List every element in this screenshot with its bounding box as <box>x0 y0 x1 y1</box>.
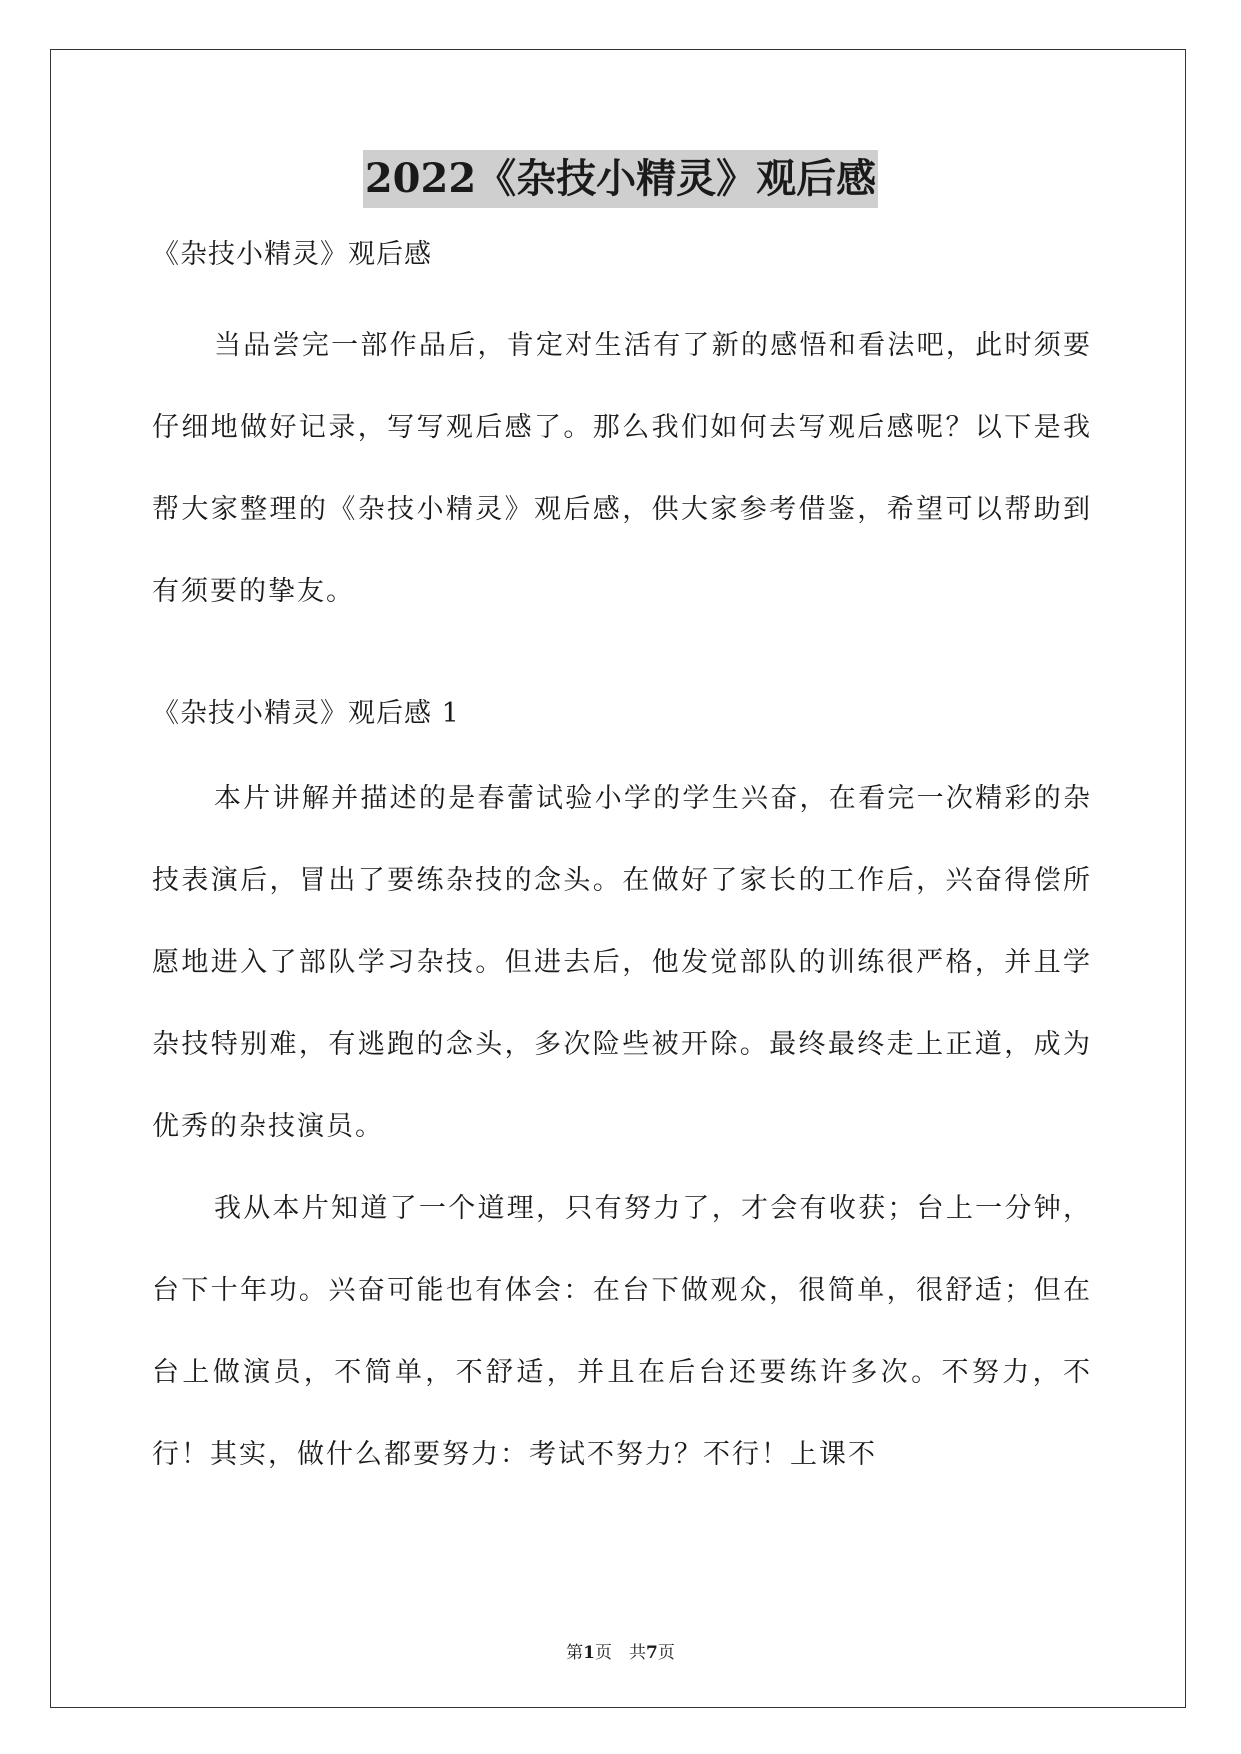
footer-page-current: 1 <box>583 1643 595 1663</box>
title-wrap <box>0 150 1241 208</box>
section-paragraph: 我从本片知道了一个道理，只有努力了，才会有收获；台上一分钟，台下十年功。兴奋可能也有体会：在台下做观众，很简单，很舒适；但在台上做演员，不简单，不舒适，并且在后台还要练许多次。不努力，不行！其实，做什么都要努力：考试不努力？不行！上课不 <box>152 1193 1092 1470</box>
document-title: 2022《杂技小精灵》观后感 <box>363 150 878 208</box>
intro-heading: 《杂技小精灵》观后感 <box>152 239 432 270</box>
document-body <box>152 232 1092 1496</box>
section-heading: 《杂技小精灵》观后感 1 <box>152 698 460 729</box>
intro-paragraph: 当品尝完一部作品后，肯定对生活有了新的感悟和看法吧，此时须要仔细地做好记录，写写观后感了。那么我们如何去写观后感呢？以下是我帮大家整理的《杂技小精灵》观后感，供大家参考借鉴，希望可以帮助到有须要的挚友。 <box>152 330 1092 607</box>
footer-page-total: 7 <box>646 1643 658 1663</box>
footer-page-prefix: 第 <box>566 1643 584 1663</box>
footer-page-mid: 页 共 <box>595 1643 646 1663</box>
page-footer <box>0 1638 1241 1663</box>
section-paragraph: 本片讲解并描述的是春蕾试验小学的学生兴奋，在看完一次精彩的杂技表演后，冒出了要练杂技的念头。在做好了家长的工作后，兴奋得偿所愿地进入了部队学习杂技。但进去后，他发觉部队的训练很严格，并且学杂技特别难，有逃跑的念头，多次险些被开除。最终最终走上正道，成为优秀的杂技演员。 <box>152 783 1092 1142</box>
footer-page-suffix: 页 <box>657 1643 675 1663</box>
